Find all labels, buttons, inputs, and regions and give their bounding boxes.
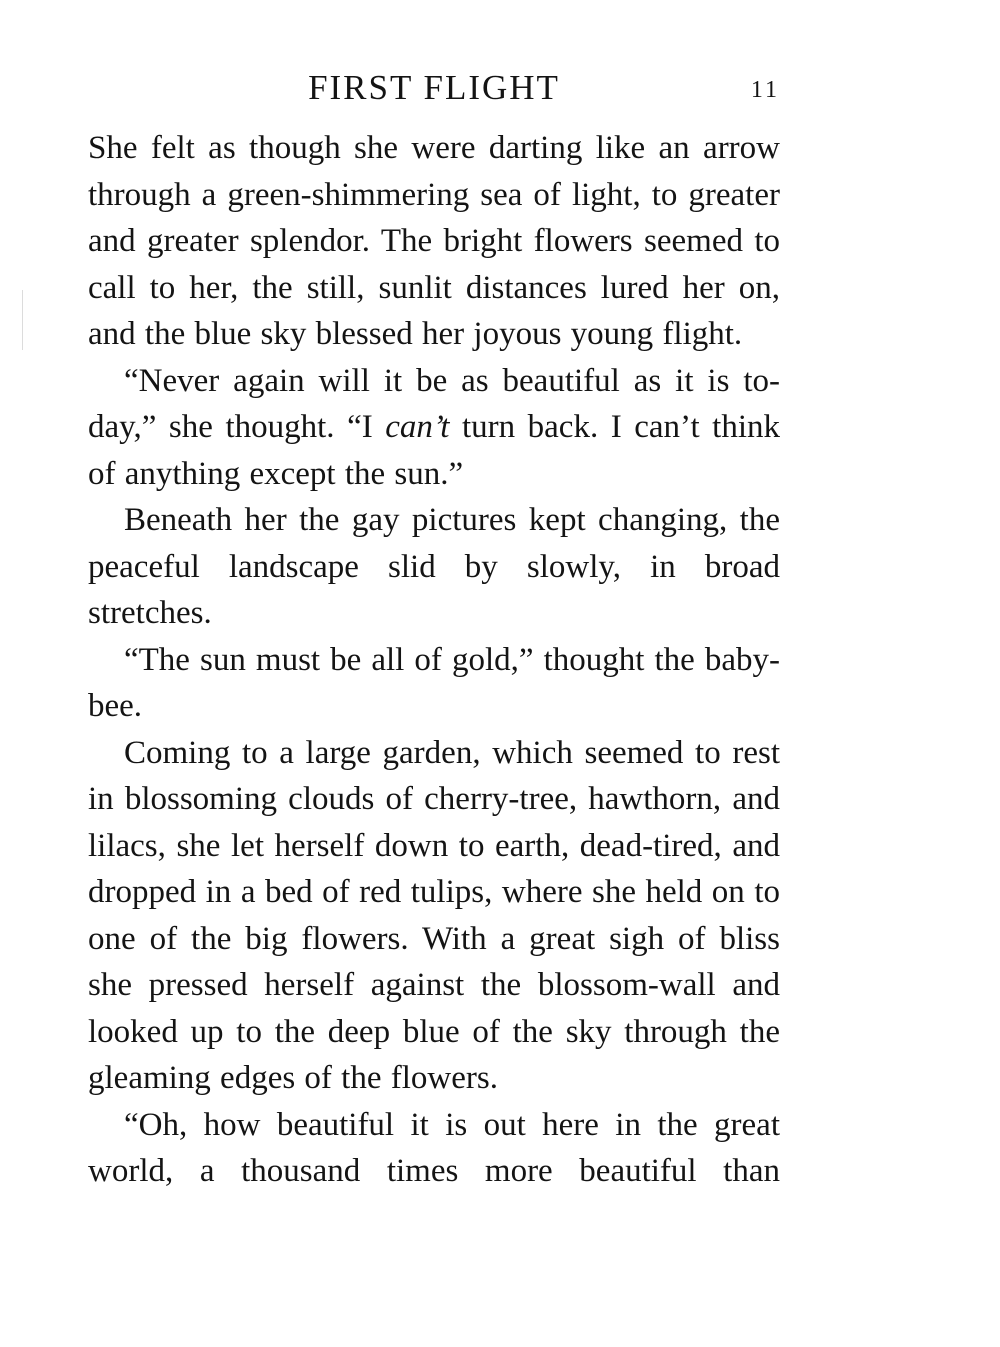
paragraph-4: “The sun must be all of gold,” thought the baby-bee. <box>88 641 780 724</box>
gutter-shadow <box>22 290 23 350</box>
running-title: FIRST FLIGHT <box>308 68 560 107</box>
paragraph-6: “Oh, how beautiful it is out here in the great world, a thousand times more beautiful than <box>88 1106 780 1189</box>
paragraph-2-text-after: turn back. I can’t think of anything except the sun.” <box>88 409 780 492</box>
paragraph-2 <box>88 358 780 498</box>
running-head <box>88 66 780 110</box>
paragraph-2-italic: can’t <box>385 409 450 445</box>
paragraph-3: Beneath her the gay pictures kept changing, the peaceful landscape slid by slowly, in broad stretches. <box>88 502 780 631</box>
body-text <box>88 125 780 1195</box>
paragraph-1: She felt as though she were darting like an arrow through a green-shimmering sea of light, to greater and greater splendor. The bright flowers seemed to call to her, the still, sunlit distances lured her on, and the blue sky blessed her joyous young flight. <box>88 130 780 352</box>
page-number: 11 <box>750 77 780 103</box>
paragraph-2-text-before: “Never again will it be as beautiful as it is to-day,” she thought. “I <box>88 362 780 445</box>
paragraph-5: Coming to a large garden, which seemed to rest in blossoming clouds of cherry-tree, hawthorn, and lilacs, she let herself down to earth, dead-tired, and dropped in a bed of red tulips, where she held on to one of the big flowers. With a great sigh of bliss she pressed herself against the blossom-wall and looked up to the deep blue of the sky through the gleaming edges of the flowers. <box>88 734 780 1096</box>
